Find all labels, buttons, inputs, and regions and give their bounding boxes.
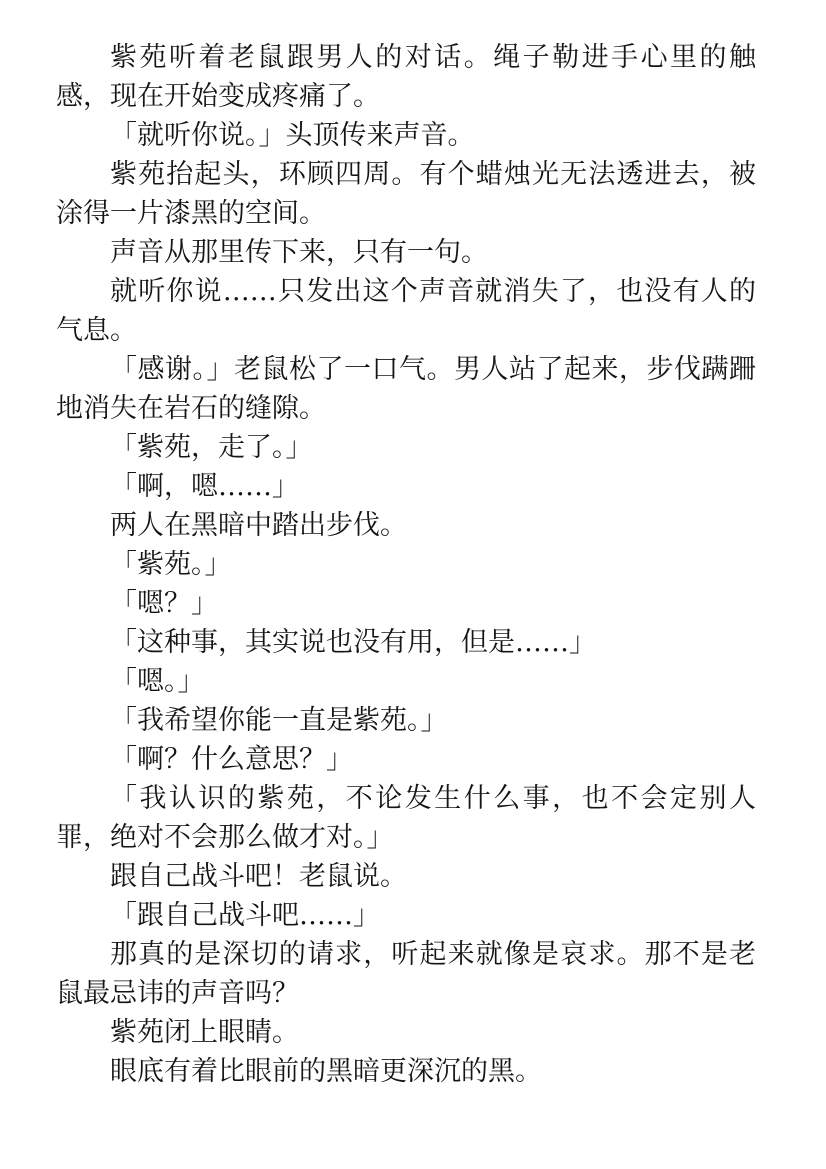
paragraph: 「紫苑，走了。」	[110, 432, 313, 463]
paragraph: 声音从那里传下来，只有一句。	[110, 237, 488, 268]
paragraph: 就听你说……只发出这个声音就消失了，也没有人的气息。	[56, 276, 756, 346]
paragraph: 「紫苑。」	[110, 549, 232, 580]
paragraph: 「就听你说。」头顶传来声音。	[110, 120, 475, 151]
paragraph: 跟自己战斗吧！老鼠说。	[110, 861, 407, 892]
paragraph: 「感谢。」老鼠松了一口气。男人站了起来，步伐蹒跚地消失在岩石的缝隙。	[56, 354, 756, 424]
paragraph: 「嗯。」	[110, 666, 205, 697]
paragraph: 「嗯？」	[110, 588, 218, 619]
paragraph: 「跟自己战斗吧……」	[110, 900, 380, 931]
paragraph: 眼底有着比眼前的黑暗更深沉的黑。	[110, 1056, 542, 1087]
paragraph: 那真的是深切的请求，听起来就像是哀求。那不是老鼠最忌讳的声音吗？	[56, 939, 756, 1009]
paragraph: 「这种事，其实说也没有用，但是……」	[110, 627, 596, 658]
paragraph: 两人在黑暗中踏出步伐。	[110, 510, 407, 541]
paragraph: 「我希望你能一直是紫苑。」	[110, 705, 448, 736]
paragraph: 「我认识的紫苑，不论发生什么事，也不会定别人罪，绝对不会那么做才对。」	[56, 783, 756, 853]
paragraph: 「啊，嗯……」	[110, 471, 299, 502]
paragraph: 紫苑闭上眼睛。	[110, 1017, 299, 1048]
novel-page	[56, 38, 756, 1091]
paragraph: 「啊？什么意思？」	[110, 744, 353, 775]
paragraph: 紫苑抬起头，环顾四周。有个蜡烛光无法透进去，被涂得一片漆黑的空间。	[56, 159, 756, 229]
paragraph: 紫苑听着老鼠跟男人的对话。绳子勒进手心里的触感，现在开始变成疼痛了。	[56, 42, 756, 112]
